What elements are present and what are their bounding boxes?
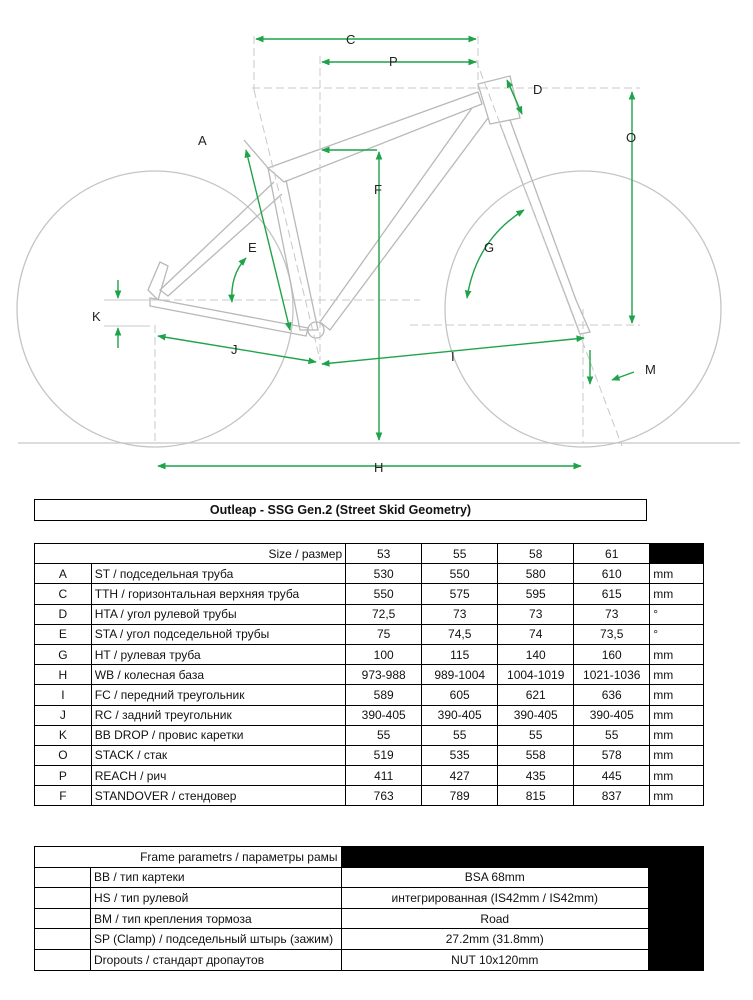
row-code: F xyxy=(35,786,92,806)
label-i: I xyxy=(451,349,455,364)
row-name: HT / рулевая труба xyxy=(91,644,345,664)
row-value: 1004-1019 xyxy=(498,665,574,685)
row-value: 390-405 xyxy=(422,705,498,725)
row-value: 519 xyxy=(346,745,422,765)
dim-e-arc xyxy=(232,258,246,302)
frame-row-value: NUT 10x120mm xyxy=(341,949,649,970)
row-value: 1021-1036 xyxy=(574,665,650,685)
geometry-row xyxy=(35,705,704,725)
row-value: 160 xyxy=(574,644,650,664)
row-name: BB DROP / провис каретки xyxy=(91,725,345,745)
size-61: 61 xyxy=(574,544,650,564)
size-58: 58 xyxy=(498,544,574,564)
frame-row-black xyxy=(649,888,704,909)
row-value: 55 xyxy=(422,725,498,745)
geometry-row xyxy=(35,584,704,604)
construction-lines xyxy=(150,36,640,446)
row-name: STACK / стак xyxy=(91,745,345,765)
size-header-label: Size / размер xyxy=(35,544,346,564)
frame-row-black xyxy=(649,949,704,970)
row-value: 558 xyxy=(498,745,574,765)
geometry-row xyxy=(35,745,704,765)
row-name: REACH / рич xyxy=(91,766,345,786)
frame-row-value: BSA 68mm xyxy=(341,867,649,888)
row-value: 72,5 xyxy=(346,604,422,624)
row-value: 427 xyxy=(422,766,498,786)
row-unit: mm xyxy=(650,644,704,664)
geometry-row xyxy=(35,624,704,644)
row-value: 411 xyxy=(346,766,422,786)
row-unit: mm xyxy=(650,725,704,745)
row-value: 605 xyxy=(422,685,498,705)
label-p: P xyxy=(389,54,398,69)
label-d: D xyxy=(533,82,543,97)
row-code: O xyxy=(35,745,92,765)
geometry-row xyxy=(35,685,704,705)
row-value: 789 xyxy=(422,786,498,806)
row-unit: mm xyxy=(650,665,704,685)
geometry-header-row xyxy=(35,544,704,564)
row-unit: mm xyxy=(650,584,704,604)
row-unit: ° xyxy=(650,604,704,624)
row-value: 973-988 xyxy=(346,665,422,685)
row-code: H xyxy=(35,665,92,685)
row-value: 989-1004 xyxy=(422,665,498,685)
row-unit: ° xyxy=(650,624,704,644)
row-value: 55 xyxy=(346,725,422,745)
row-value: 390-405 xyxy=(346,705,422,725)
geometry-row xyxy=(35,725,704,745)
row-value: 550 xyxy=(422,564,498,584)
geometry-row xyxy=(35,604,704,624)
bike-geometry-diagram xyxy=(0,0,753,485)
frame-row-value: Road xyxy=(341,908,649,929)
frame-row xyxy=(35,888,704,909)
frame-parameters-table xyxy=(34,846,704,971)
geometry-table xyxy=(34,543,704,806)
row-value: 530 xyxy=(346,564,422,584)
label-j: J xyxy=(231,342,238,357)
frame-row-spacer xyxy=(35,908,91,929)
header-black-cell xyxy=(650,544,704,564)
geometry-row xyxy=(35,644,704,664)
frame-row-black xyxy=(649,929,704,950)
row-name: WB / колесная база xyxy=(91,665,345,685)
row-value: 763 xyxy=(346,786,422,806)
row-value: 575 xyxy=(422,584,498,604)
frame-row-name: BB / тип картеки xyxy=(91,867,342,888)
label-c: C xyxy=(346,32,356,47)
row-value: 435 xyxy=(498,766,574,786)
row-code: J xyxy=(35,705,92,725)
row-value: 589 xyxy=(346,685,422,705)
row-code: C xyxy=(35,584,92,604)
frame-row-name: Dropouts / стандарт дропаутов xyxy=(91,949,342,970)
frame-row-name: SP (Clamp) / подседельный штырь (зажим) xyxy=(91,929,342,950)
frame-row-value: 27.2mm (31.8mm) xyxy=(341,929,649,950)
label-m: M xyxy=(645,362,656,377)
row-name: FC / передний треугольник xyxy=(91,685,345,705)
row-value: 73 xyxy=(422,604,498,624)
row-unit: mm xyxy=(650,786,704,806)
dimension-arrows xyxy=(118,39,637,466)
frame-row-spacer xyxy=(35,949,91,970)
row-value: 615 xyxy=(574,584,650,604)
row-value: 75 xyxy=(346,624,422,644)
row-value: 636 xyxy=(574,685,650,705)
row-name: ST / подседельная труба xyxy=(91,564,345,584)
row-value: 74 xyxy=(498,624,574,644)
frame-row xyxy=(35,867,704,888)
size-53: 53 xyxy=(346,544,422,564)
row-value: 390-405 xyxy=(574,705,650,725)
rear-wheel xyxy=(17,171,293,447)
row-value: 550 xyxy=(346,584,422,604)
row-value: 73 xyxy=(574,604,650,624)
label-f: F xyxy=(374,182,382,197)
row-name: TTH / горизонтальная верхняя труба xyxy=(91,584,345,604)
row-value: 115 xyxy=(422,644,498,664)
row-value: 580 xyxy=(498,564,574,584)
frame-header-row xyxy=(35,847,704,868)
frame-row-spacer xyxy=(35,867,91,888)
row-value: 595 xyxy=(498,584,574,604)
frame-row-value: интегрированная (IS42mm / IS42mm) xyxy=(341,888,649,909)
frame-row-spacer xyxy=(35,929,91,950)
frame-row-name: BM / тип крепления тормоза xyxy=(91,908,342,929)
row-code: I xyxy=(35,685,92,705)
frame-row-black xyxy=(649,867,704,888)
dim-m-arrow2 xyxy=(612,372,634,380)
frame-header-spacer xyxy=(35,847,91,868)
row-value: 73 xyxy=(498,604,574,624)
row-value: 100 xyxy=(346,644,422,664)
row-value: 815 xyxy=(498,786,574,806)
row-value: 390-405 xyxy=(498,705,574,725)
frame-row xyxy=(35,908,704,929)
label-h: H xyxy=(374,460,384,475)
row-value: 140 xyxy=(498,644,574,664)
row-value: 73,5 xyxy=(574,624,650,644)
row-code: P xyxy=(35,766,92,786)
row-unit: mm xyxy=(650,564,704,584)
row-code: D xyxy=(35,604,92,624)
row-value: 535 xyxy=(422,745,498,765)
frame-row-name: HS / тип рулевой xyxy=(91,888,342,909)
geometry-row xyxy=(35,766,704,786)
row-name: RC / задний треугольник xyxy=(91,705,345,725)
row-value: 621 xyxy=(498,685,574,705)
size-55: 55 xyxy=(422,544,498,564)
dim-d-arrow xyxy=(507,80,522,114)
bike-frame xyxy=(148,76,590,338)
label-e: E xyxy=(248,240,257,255)
row-value: 74,5 xyxy=(422,624,498,644)
row-code: A xyxy=(35,564,92,584)
frame-header-label: Frame parametrs / параметры рамы xyxy=(91,847,342,868)
row-code: K xyxy=(35,725,92,745)
frame-row-black xyxy=(649,908,704,929)
label-g: G xyxy=(484,240,495,255)
row-value: 55 xyxy=(498,725,574,745)
row-code: G xyxy=(35,644,92,664)
row-name: STANDOVER / стендовер xyxy=(91,786,345,806)
row-name: HTA / угол рулевой трубы xyxy=(91,604,345,624)
row-name: STA / угол подседельной трубы xyxy=(91,624,345,644)
geometry-row xyxy=(35,564,704,584)
frame-header-black xyxy=(341,847,704,868)
row-value: 610 xyxy=(574,564,650,584)
row-value: 578 xyxy=(574,745,650,765)
label-o: O xyxy=(626,130,637,145)
row-value: 55 xyxy=(574,725,650,745)
row-unit: mm xyxy=(650,766,704,786)
row-value: 837 xyxy=(574,786,650,806)
row-unit: mm xyxy=(650,745,704,765)
geometry-title: Outleap - SSG Gen.2 (Street Skid Geometry) xyxy=(34,499,647,521)
label-k: K xyxy=(92,309,101,324)
label-a: A xyxy=(198,133,207,148)
geometry-row xyxy=(35,665,704,685)
geometry-row xyxy=(35,786,704,806)
row-unit: mm xyxy=(650,685,704,705)
frame-row-spacer xyxy=(35,888,91,909)
frame-row xyxy=(35,929,704,950)
frame-row xyxy=(35,949,704,970)
row-code: E xyxy=(35,624,92,644)
row-value: 445 xyxy=(574,766,650,786)
row-unit: mm xyxy=(650,705,704,725)
